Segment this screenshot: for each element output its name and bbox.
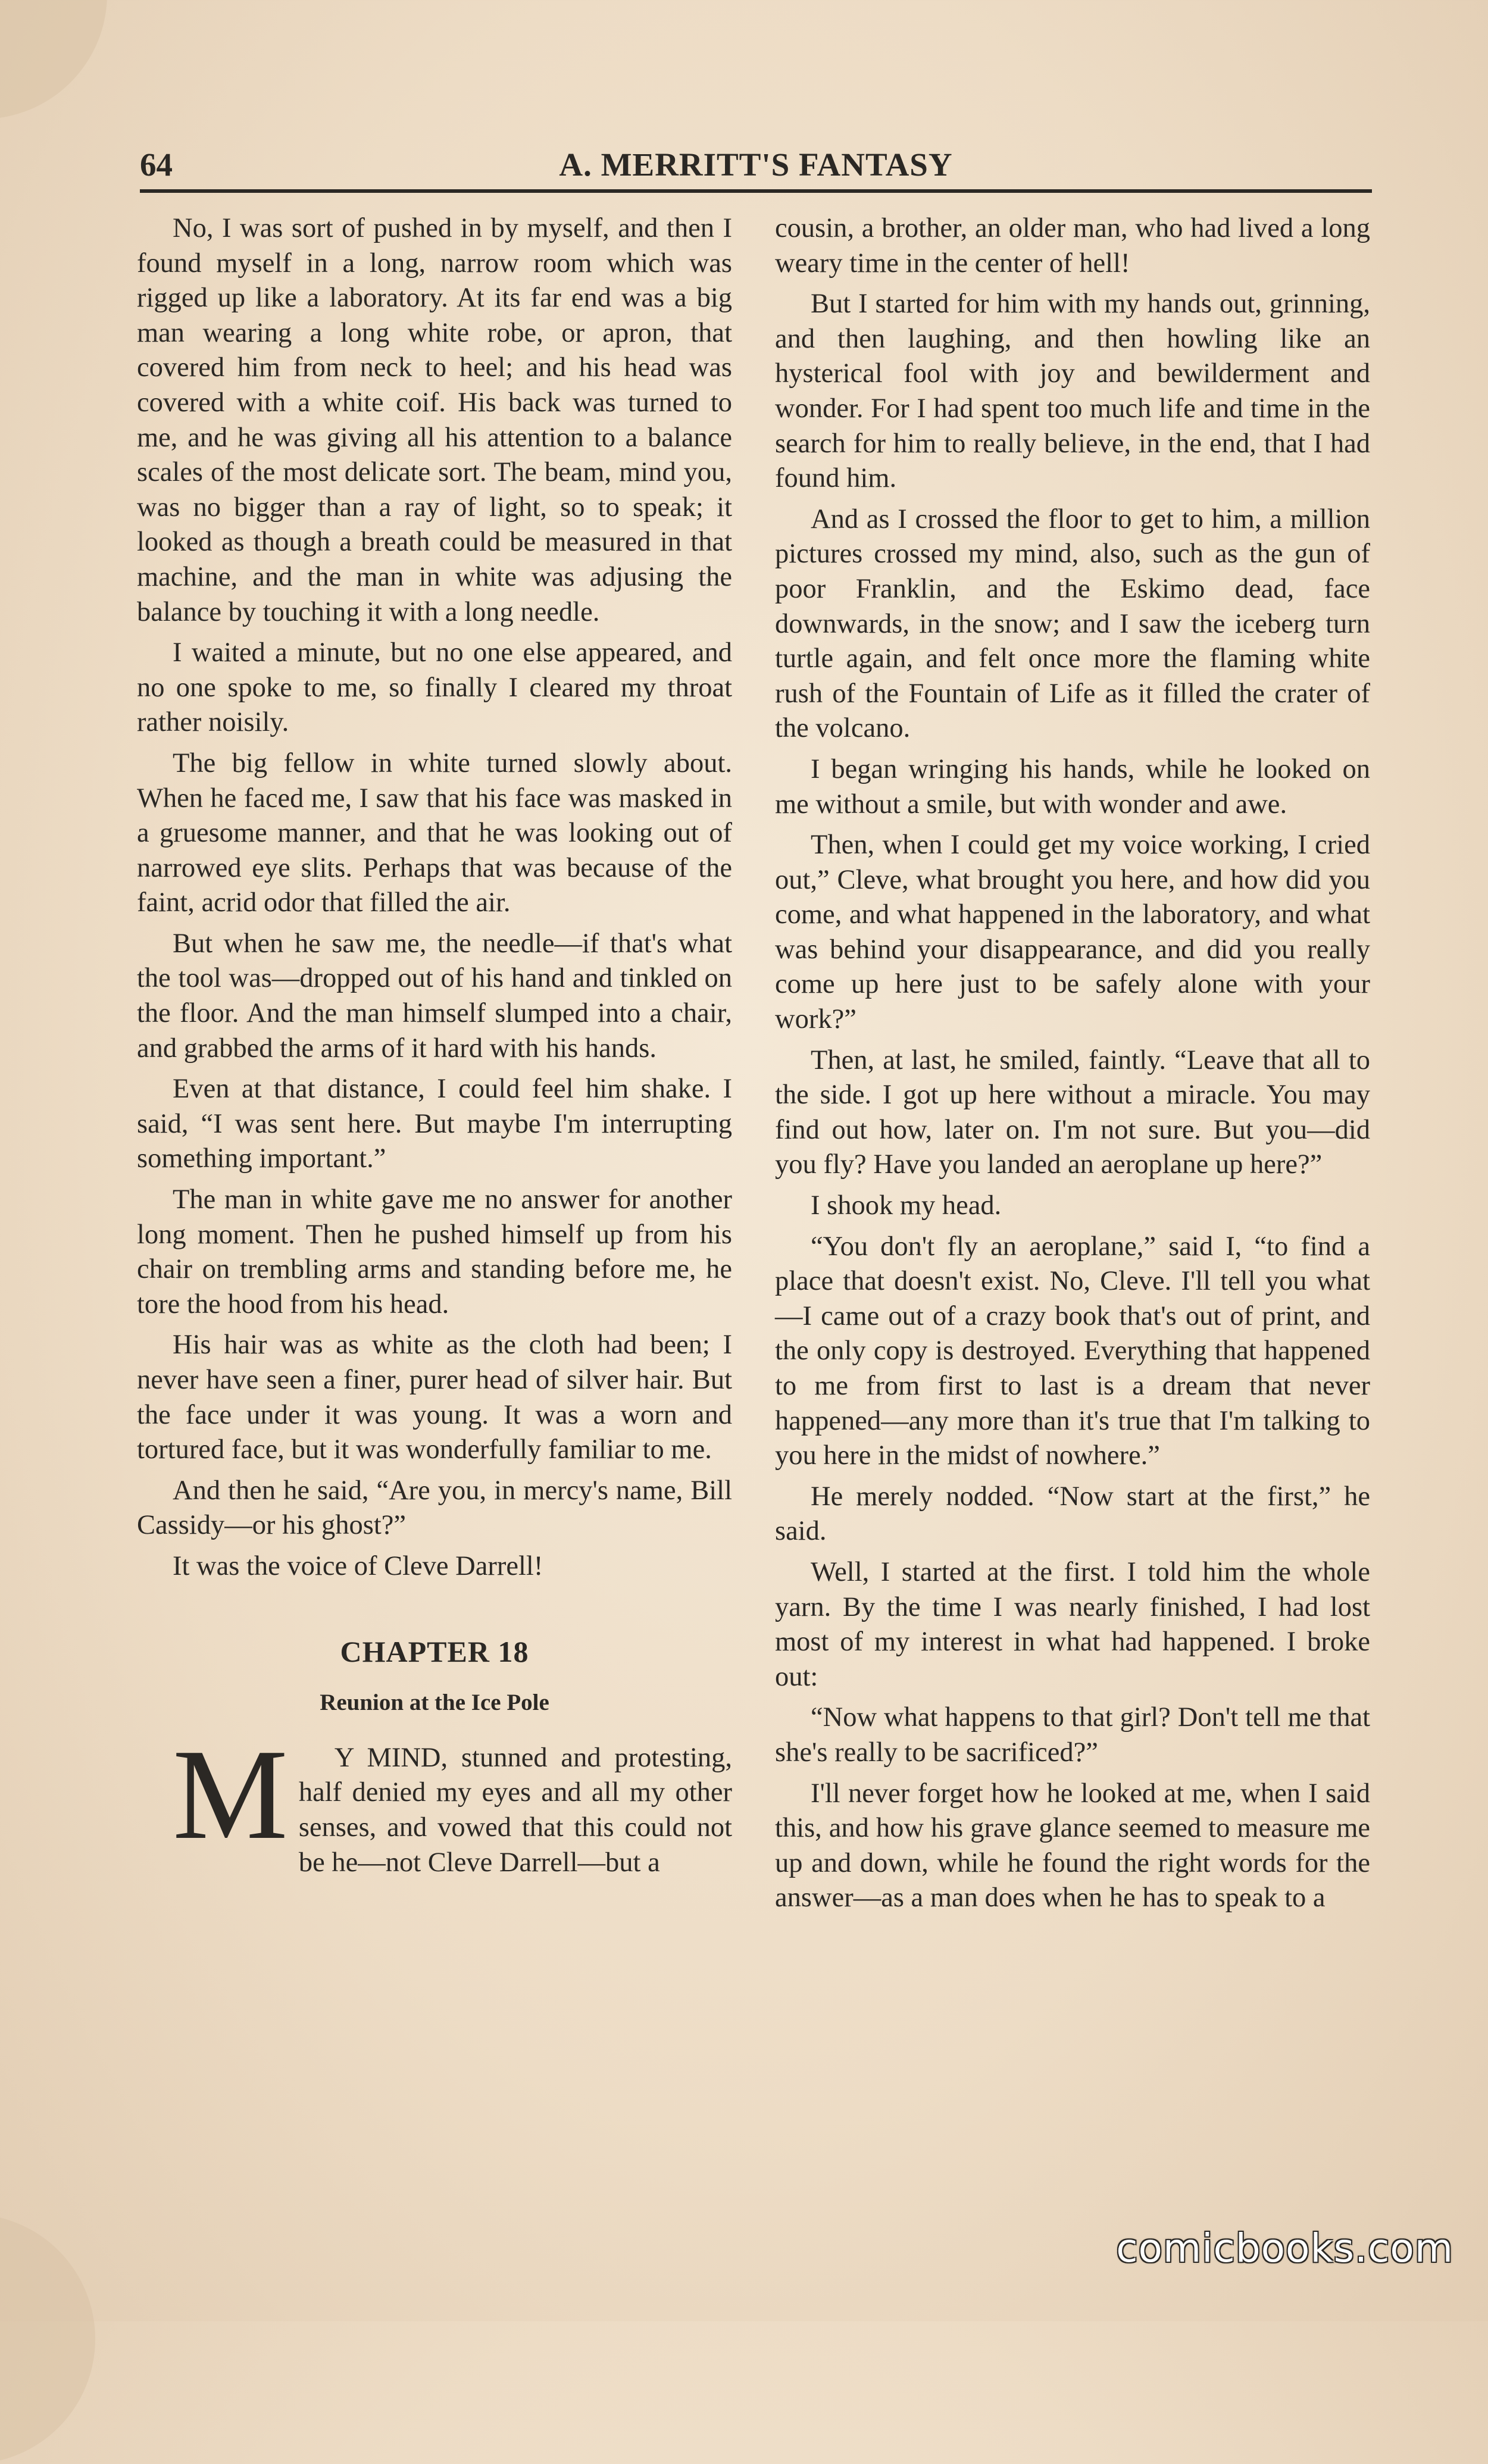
paragraph: The big fellow in white turned slowly about. When he faced me, I saw that his face was masked in a gruesome manner, and that he was looking out of narrowed eye slits. Perhaps that was because of the faint, acrid odor that filled the air. (137, 748, 732, 918)
paragraph: His hair was as white as the cloth had been; I never have seen a finer, purer head of silver hair. But the face under it was young. It was a worn and tortured face, but it was wonderfully familiar to me. (137, 1330, 732, 1465)
paragraph: It was the voice of Cleve Darrell! (173, 1550, 543, 1581)
paragraph: “Now what happens to that girl? Don't tell me that she's really to be sacrificed?” (775, 1702, 1370, 1768)
paragraph: I waited a minute, but no one else appeared, and no one spoke to me, so finally I cleared my throat rather noisily. (137, 637, 732, 738)
paragraph: But when he saw me, the needle—if that's what the tool was—dropped out of his hand and tinkled on the floor. And the man himself slumped into a chair, and grabbed the arms of it hard with his hands. (137, 928, 732, 1064)
drop-cap: M (173, 1722, 288, 1866)
paragraph: cousin, a brother, an older man, who had lived a long weary time in the center of hell! (775, 213, 1370, 279)
paragraph: The man in white gave me no answer for another long moment. Then he pushed himself up from his chair on trembling arms and standing before me, he tore the hood from his head. (137, 1184, 732, 1319)
paragraph: Then, when I could get my voice working, I cried out,” Cleve, what brought you here, and how did you come, and what happened in the laboratory, and what was behind your disappearance, and did you really come up here just to be safely alone with your work?” (775, 830, 1370, 1035)
header-rule (140, 189, 1372, 193)
paragraph: But I started for him with my hands out, grinning, and then laughing, and then howling like an hysterical fool with joy and bewilderment and wonder. For I had spent too much life and time in the search for him to really believe, in the end, that I had found him. (775, 289, 1370, 494)
right-column (775, 211, 1370, 1922)
paragraph: I began wringing his hands, while he looked on me without a smile, but with wonder and awe. (775, 753, 1370, 820)
watermark: comicbooks.com (1116, 2225, 1453, 2271)
running-title: A. MERRITT'S FANTASY (559, 146, 953, 183)
paragraph: I'll never forget how he looked at me, when I said this, and how his grave glance seemed to measure me up and down, while he found the right words for the answer—as a man does when he has to speak to a (775, 1778, 1370, 1913)
paragraph: And as I crossed the floor to get to him, a million pictures crossed my mind, also, such as the gun of poor Franklin, and the Eskimo dead, face downwards, in the snow; and I saw the iceberg turn turtle again, and felt once more the flaming white rush of the Fountain of Life as it filled the crater of the volcano. (775, 504, 1370, 744)
paragraph: He merely nodded. “Now start at the first,” he said. (775, 1481, 1370, 1547)
chapter-subtitle: Reunion at the Ice Pole (320, 1690, 549, 1716)
paragraph: Well, I started at the first. I told him the whole yarn. By the time I was nearly finished, I had lost most of my interest in what had happened. I broke out: (775, 1556, 1370, 1692)
paragraph: Then, at last, he smiled, faintly. “Leave that all to the side. I got up here without a miracle. You may find out how, later on. I'm not sure. But you—did you fly? Have you landed an aeroplane up here?” (775, 1045, 1370, 1180)
paragraph: And then he said, “Are you, in mercy's name, Bill Cassidy—or his ghost?” (137, 1475, 732, 1541)
page-header (140, 146, 1372, 190)
paragraph: I shook my head. (811, 1190, 1002, 1221)
chapter-opening-paragraph (137, 1722, 732, 1880)
chapter-heading: CHAPTER 18 (340, 1634, 529, 1668)
page-corner-stain (0, 2214, 95, 2464)
paragraph: No, I was sort of pushed in by myself, and then I found myself in a long, narrow room which was rigged up like a laboratory. At its far end was a big man wearing a long white robe, or apron, that covered him from neck to heel; and his head was covered with a white coif. His back was turned to me, and he was giving all his attention to a balance scales of the most delicate sort. The beam, mind you, was no bigger than a ray of light, so to speak; it looked as though a breath could be measured in that machine, and the man in white was adjusing the balance by touching it with a long needle. (137, 213, 732, 627)
paragraph: Even at that distance, I could feel him shake. I said, “I was sent here. But maybe I'm interrupting something important.” (137, 1074, 732, 1174)
left-column (137, 211, 732, 1880)
paragraph: “You don't fly an aeroplane,” said I, “to find a place that doesn't exist. No, Cleve. I'll tell you what—I came out of a crazy book that's out of print, and the only copy is destroyed. Everything that happened to me from first to last is a dream that never happened—any more than it's true that I'm talking to you here in the midst of nowhere.” (775, 1231, 1370, 1471)
page-corner-stain (0, 0, 107, 119)
page-number: 64 (140, 146, 173, 183)
chapter-opening-text: Y MIND, stunned and protesting, half denied my eyes and all my other senses, and vowed that this could not be he—not Cleve Darrell—but a (298, 1742, 732, 1878)
